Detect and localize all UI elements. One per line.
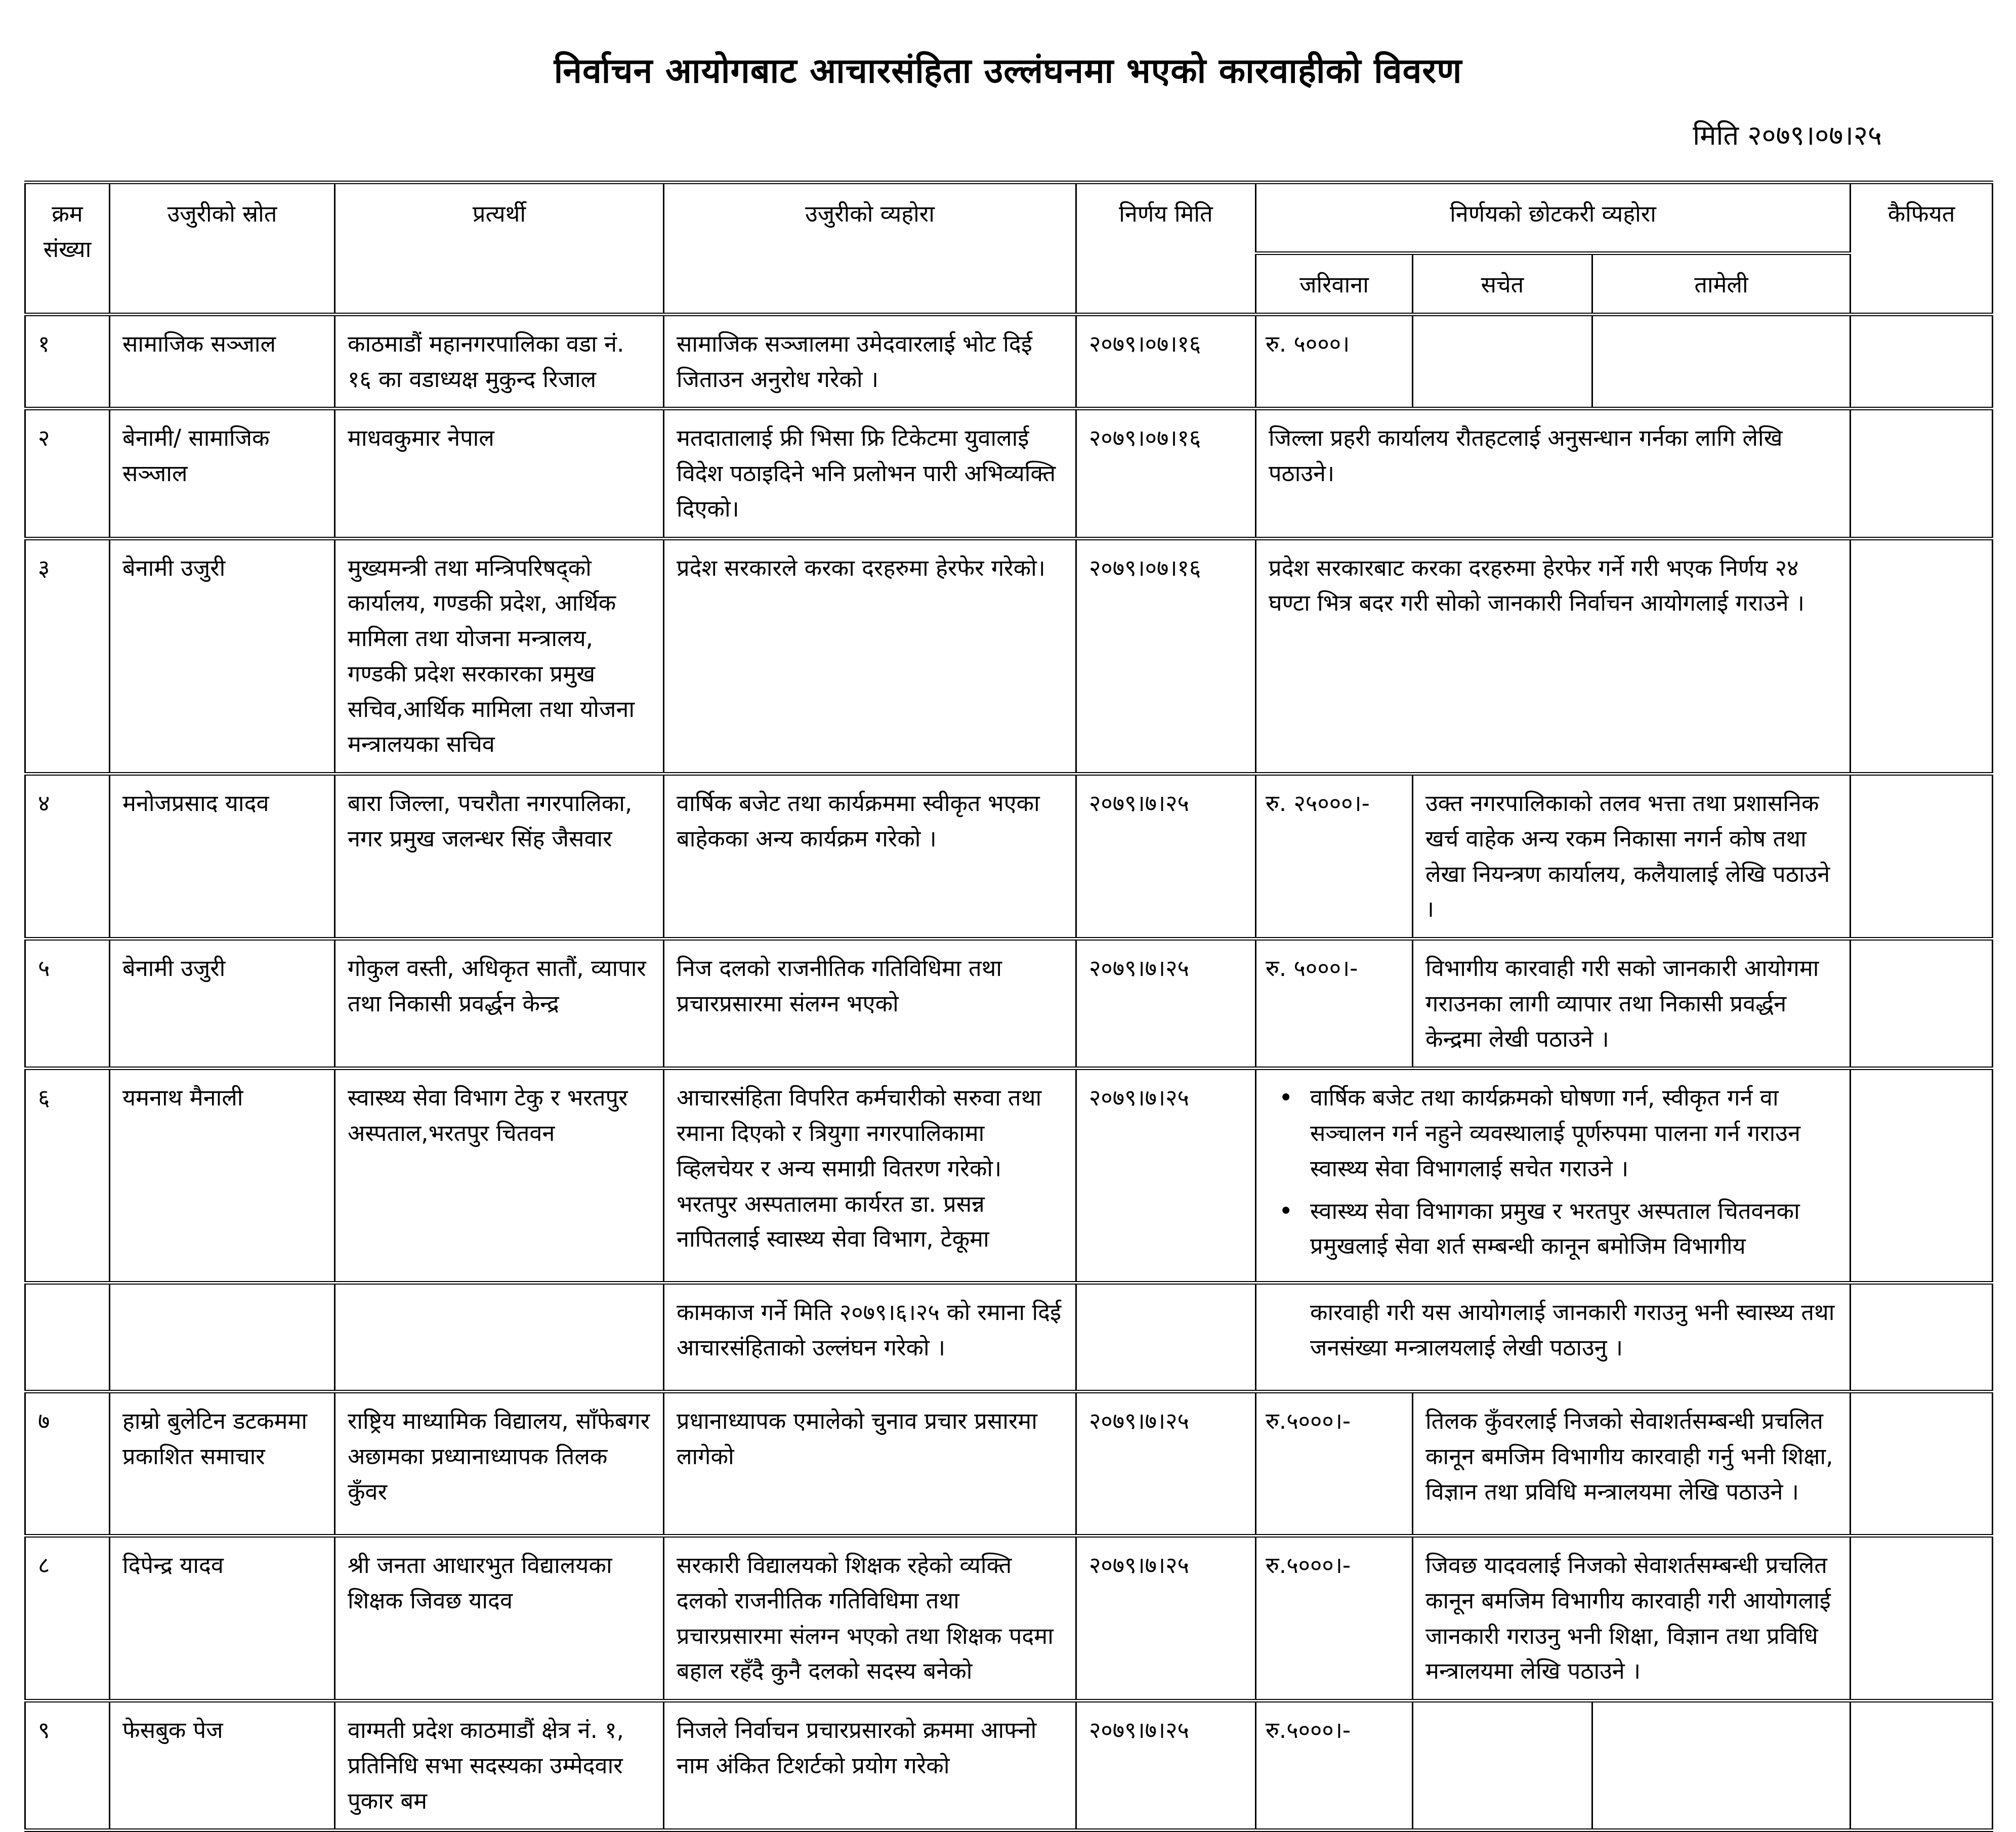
cell-decision-date [1076, 1283, 1256, 1392]
cell-source: सामाजिक सञ्जाल [110, 314, 335, 409]
cell-decision-date: २०७९।०७।१६ [1076, 314, 1256, 409]
table-row [25, 538, 1993, 774]
cell-decision-date: २०७९।७।२५ [1076, 1701, 1256, 1830]
cell-decision-date: २०७९।०७।१६ [1076, 409, 1256, 538]
violations-table [24, 181, 1993, 1832]
cell-remarks [1851, 1701, 1993, 1830]
cell-serial: ४ [25, 774, 110, 939]
cell-source: बेनामी उजुरी [110, 939, 335, 1069]
cell-remarks [1851, 314, 1993, 409]
cell-complaint: मतदातालाई फ्री भिसा फ्रि टिकेटमा युवालाई विदेश पठाइदिने भनि प्रलोभन पारी अभिव्यक्ति दिएको। [664, 409, 1076, 538]
cell-decision-summary: जिवछ यादवलाई निजको सेवाशर्तसम्बन्धी प्रचलित कानून बमजिम विभागीय कारवाही गरी आयोगलाई जानकारी गराउनु भनी शिक्षा, विज्ञान तथा प्रविधि मन्त्रालयमा लेखि पठाउने । [1413, 1536, 1851, 1701]
cell-respondent: श्री जनता आधारभुत विद्यालयका शिक्षक जिवछ यादव [335, 1536, 664, 1701]
cell-source: दिपेन्द्र यादव [110, 1536, 335, 1701]
cell-decision-date: २०७९।०७।१६ [1076, 538, 1256, 774]
cell-complaint: सरकारी विद्यालयको शिक्षक रहेको व्यक्ति दलको राजनीतिक गतिविधिमा तथा प्रचारप्रसारमा संलग्न भएको तथा शिक्षक पदमा बहाल रहँदै कुनै दलको सदस्य बनेको [664, 1536, 1076, 1701]
col-complaint-header: उजुरीको व्यहोरा [664, 183, 1076, 315]
cell-caution [1413, 314, 1592, 409]
cell-source: बेनामी/ सामाजिक सञ्जाल [110, 409, 335, 538]
cell-fine: रु.५०००।- [1256, 1701, 1413, 1830]
cell-serial [25, 1283, 110, 1392]
cell-remarks [1851, 409, 1993, 538]
col-remarks-header: कैफियत [1851, 183, 1993, 315]
cell-respondent: राष्ट्रिय माध्यामिक विद्यालय, साँफेबगर अछामका प्रध्यानाध्यापक तिलक कुँवर [335, 1392, 664, 1536]
cell-caution [1413, 1701, 1592, 1830]
col-serial-header: क्रम संख्या [25, 183, 110, 315]
col-fine-header: जरिवाना [1256, 253, 1413, 315]
cell-remarks [1851, 1283, 1993, 1392]
cell-serial: ६ [25, 1069, 110, 1283]
cell-remarks [1851, 774, 1993, 939]
decision-bullet: • स्वास्थ्य सेवा विभागका प्रमुख र भरतपुर अस्पताल चितवनका प्रमुखलाई सेवा शर्त सम्बन्धी कानून बमोजिम विभागीय [1269, 1194, 1837, 1264]
cell-decision-summary: उक्त नगरपालिकाको तलव भत्ता तथा प्रशासनिक खर्च वाहेक अन्य रकम निकासा नगर्न कोष तथा लेखा नियन्त्रण कार्यालय, कलैयालाई लेखि पठाउने । [1413, 774, 1851, 939]
table-row [25, 939, 1993, 1069]
cell-tameli [1592, 314, 1851, 409]
cell-complaint: प्रदेश सरकारले करका दरहरुमा हेरफेर गरेको। [664, 538, 1076, 774]
cell-decision-summary: विभागीय कारवाही गरी सको जानकारी आयोगमा गराउनका लागी व्यापार तथा निकासी प्रवर्द्धन केन्द्रमा लेखी पठाउने । [1413, 939, 1851, 1069]
table-row [25, 409, 1993, 538]
col-decision-date-header: निर्णय मिति [1076, 183, 1256, 315]
cell-respondent: स्वास्थ्य सेवा विभाग टेकु र भरतपुर अस्पताल,भरतपुर चितवन [335, 1069, 664, 1283]
col-source-header: उजुरीको स्रोत [110, 183, 335, 315]
col-respondent-header: प्रत्यर्थी [335, 183, 664, 315]
cell-fine: रु. २५०००।- [1256, 774, 1413, 939]
cell-remarks [1851, 538, 1993, 774]
cell-decision-date: २०७९।७।२५ [1076, 939, 1256, 1069]
cell-decision-summary [1256, 1069, 1851, 1283]
cell-remarks [1851, 1536, 1993, 1701]
cell-remarks [1851, 1392, 1993, 1536]
cell-fine: रु.५०००।- [1256, 1536, 1413, 1701]
col-caution-header: सचेत [1413, 253, 1592, 315]
cell-fine: रु.५०००।- [1256, 1392, 1413, 1536]
cell-respondent: बारा जिल्ला, पचरौता नगरपालिका, नगर प्रमुख जलन्धर सिंह जैसवार [335, 774, 664, 939]
cell-decision-date: २०७९।७।२५ [1076, 1069, 1256, 1283]
cell-remarks [1851, 939, 1993, 1069]
cell-remarks [1851, 1069, 1993, 1283]
cell-source: बेनामी उजुरी [110, 538, 335, 774]
table-row [25, 1392, 1993, 1536]
table-row [25, 1069, 1993, 1283]
cell-complaint: वार्षिक बजेट तथा कार्यक्रममा स्वीकृत भएका बाहेकका अन्य कार्यक्रम गरेको । [664, 774, 1076, 939]
table-row [25, 1701, 1993, 1830]
cell-serial: ८ [25, 1536, 110, 1701]
cell-complaint: सामाजिक सञ्जालमा उमेदवारलाई भोट दिई जिताउन अनुरोध गरेको । [664, 314, 1076, 409]
cell-decision-summary [1256, 1283, 1851, 1392]
header-row-1 [25, 183, 1993, 253]
col-decision-summary-header: निर्णयको छोटकरी व्यहोरा [1256, 183, 1851, 253]
cell-serial: ९ [25, 1701, 110, 1830]
cell-source: यमनाथ मैनाली [110, 1069, 335, 1283]
cell-complaint: निजले निर्वाचन प्रचारप्रसारको क्रममा आफ्नो नाम अंकित टिशर्टको प्रयोग गरेको [664, 1701, 1076, 1830]
cell-source: हाम्रो बुलेटिन डटकममा प्रकाशित समाचार [110, 1392, 335, 1536]
cell-complaint: आचारसंहिता विपरित कर्मचारीको सरुवा तथा रमाना दिएको र त्रियुगा नगरपालिकामा व्हिलचेयर र अन्य समाग्री वितरण गरेको। भरतपुर अस्पतालमा कार्यरत डा. प्रसन्न नापितलाई स्वास्थ्य सेवा विभाग, टेकूमा [664, 1069, 1076, 1283]
cell-serial: २ [25, 409, 110, 538]
cell-decision-summary: जिल्ला प्रहरी कार्यालय रौतहटलाई अनुसन्धान गर्नका लागि लेखि पठाउने। [1256, 409, 1851, 538]
document-date: मिति २०७९।०७।२५ [1693, 119, 1882, 151]
cell-decision-date: २०७९।७।२५ [1076, 774, 1256, 939]
decision-bullet: • वार्षिक बजेट तथा कार्यक्रमको घोषणा गर्न, स्वीकृत गर्न वा सञ्चालन गर्न नहुने व्यवस्थालाई पूर्णरुपमा पालना गर्न गराउन स्वास्थ्य सेवा विभागलाई सचेत गराउने । [1269, 1080, 1837, 1186]
page-title: निर्वाचन आयोगबाट आचारसंहिता उल्लंघनमा भएको कारवाहीको विवरण [554, 51, 1462, 91]
cell-source: फेसबुक पेज [110, 1701, 335, 1830]
table-row [25, 1536, 1993, 1701]
table-row [25, 1283, 1993, 1392]
cell-respondent [335, 1283, 664, 1392]
cell-respondent: मुख्यमन्त्री तथा मन्त्रिपरिषद्को कार्यालय, गण्डकी प्रदेश, आर्थिक मामिला तथा योजना मन्त्रालय, गण्डकी प्रदेश सरकारका प्रमुख सचिव,आर्थिक मामिला तथा योजना मन्त्रालयका सचिव [335, 538, 664, 774]
table-row [25, 774, 1993, 939]
cell-complaint: कामकाज गर्ने मिति २०७९।६।२५ को रमाना दिई आचारसंहिताको उल्लंघन गरेको । [664, 1283, 1076, 1392]
cell-serial: ७ [25, 1392, 110, 1536]
cell-respondent: वाग्मती प्रदेश काठमाडौं क्षेत्र नं. १, प्रतिनिधि सभा सदस्यका उम्मेदवार पुकार बम [335, 1701, 664, 1830]
cell-respondent: गोकुल वस्ती, अधिकृत सातौं, व्यापार तथा निकासी प्रवर्द्धन केन्द्र [335, 939, 664, 1069]
cell-respondent: काठमाडौं महानगरपालिका वडा नं. १६ का वडाध्यक्ष मुकुन्द रिजाल [335, 314, 664, 409]
cell-respondent: माधवकुमार नेपाल [335, 409, 664, 538]
decision-continuation: कारवाही गरी यस आयोगलाई जानकारी गराउनु भनी स्वास्थ्य तथा जनसंख्या मन्त्रालयलाई लेखी पठाउनु । [1310, 1299, 1835, 1361]
cell-decision-date: २०७९।७।२५ [1076, 1536, 1256, 1701]
cell-source [110, 1283, 335, 1392]
col-tameli-header: तामेली [1592, 253, 1851, 315]
cell-complaint: प्रधानाध्यापक एमालेको चुनाव प्रचार प्रसारमा लागेको [664, 1392, 1076, 1536]
cell-decision-summary: प्रदेश सरकारबाट करका दरहरुमा हेरफेर गर्ने गरी भएक निर्णय २४ घण्टा भित्र बदर गरी सोको जानकारी निर्वाचन आयोगलाई गराउने । [1256, 538, 1851, 774]
table-row [25, 314, 1993, 409]
cell-decision-summary: तिलक कुँवरलाई निजको सेवाशर्तसम्बन्धी प्रचलित कानून बमजिम विभागीय कारवाही गर्नु भनी शिक्षा, विज्ञान तथा प्रविधि मन्त्रालयमा लेखि पठाउने । [1413, 1392, 1851, 1536]
cell-serial: १ [25, 314, 110, 409]
cell-decision-date: २०७९।७।२५ [1076, 1392, 1256, 1536]
cell-fine: रु. ५०००। [1256, 314, 1413, 409]
cell-complaint: निज दलको राजनीतिक गतिविधिमा तथा प्रचारप्रसारमा संलग्न भएको [664, 939, 1076, 1069]
cell-source: मनोजप्रसाद यादव [110, 774, 335, 939]
cell-tameli [1592, 1701, 1851, 1830]
cell-serial: ५ [25, 939, 110, 1069]
cell-fine: रु. ५०००।- [1256, 939, 1413, 1069]
cell-serial: ३ [25, 538, 110, 774]
